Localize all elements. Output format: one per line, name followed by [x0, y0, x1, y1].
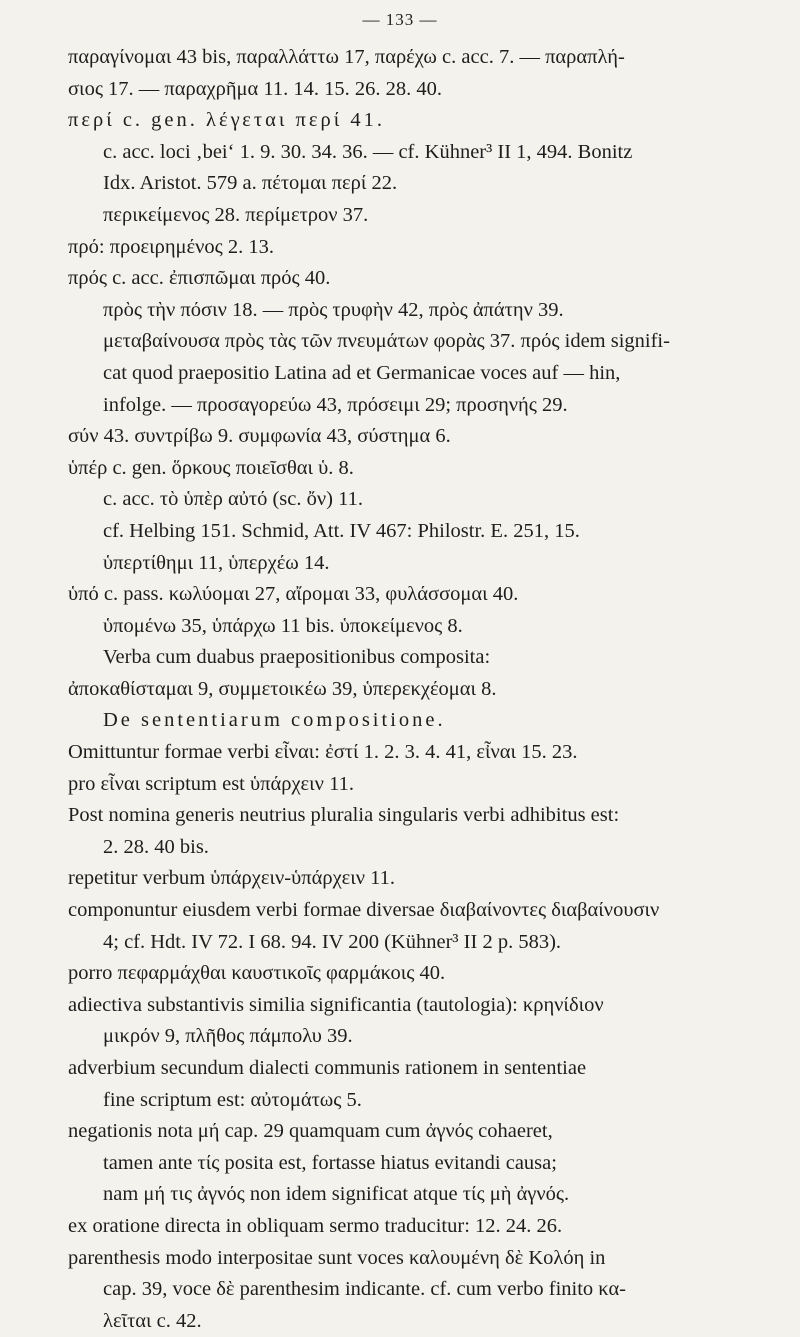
- text-line: ὑπέρ c. gen. ὅρκους ποιεῖσθαι ὑ. 8.: [68, 456, 354, 479]
- text-line: Verba cum duabus praepositionibus composita:: [103, 646, 491, 669]
- text-line: σύν 43. συντρίβω 9. συμφωνία 43, σύστημα 6.: [68, 425, 451, 448]
- text-line: infolge. — προσαγορεύω 43, πρόσειμι 29; προσηνής 29.: [103, 393, 568, 416]
- text-line: πρός c. acc. ἐπισπῶμαι πρός 40.: [68, 267, 331, 290]
- text-line: ex oratione directa in obliquam sermo traducitur: 12. 24. 26.: [68, 1214, 563, 1237]
- text-line: De sententiarum compositione.: [103, 709, 446, 732]
- page-number: — 133 —: [362, 10, 438, 29]
- text-line: μικρόν 9, πλῆθος πάμπολυ 39.: [103, 1025, 353, 1048]
- text-line: ὑπό c. pass. κωλύομαι 27, αἴρομαι 33, φυλάσσομαι 40.: [68, 583, 519, 606]
- text-line: adverbium secundum dialecti communis rationem in sententiae: [68, 1057, 587, 1079]
- text-line: παραγίνομαι 43 bis, παραλλάττω 17, παρέχω c. acc. 7. — παραπλή-: [68, 46, 625, 68]
- text-line: 2. 28. 40 bis.: [103, 835, 209, 858]
- text-line: ὑπομένω 35, ὑπάρχω 11 bis. ὑποκείμενος 8.: [103, 614, 463, 637]
- text-line: σιος 17. — παραχρῆμα 11. 14. 15. 26. 28. 40.: [68, 77, 443, 100]
- text-line: ὑπερτίθημι 11, ὑπερχέω 14.: [103, 551, 330, 574]
- index-text: [68, 42, 766, 1337]
- text-line: adiectiva substantivis similia significantia (tautologia): κρηνίδιον: [68, 993, 604, 1016]
- text-line: μεταβαίνουσα πρὸς τὰς τῶν πνευμάτων φορὰς 37. πρός idem signifi-: [103, 330, 670, 353]
- text-line: περί c. gen. λέγεται περί 41.: [68, 109, 385, 132]
- text-line: negationis nota μή cap. 29 quamquam cum ἀγνός cohaeret,: [68, 1120, 553, 1143]
- text-line: ἀποκαθίσταμαι 9, συμμετοικέω 39, ὑπερεκχέομαι 8.: [68, 677, 497, 700]
- text-line: pro εἶναι scriptum est ὑπάρχειν 11.: [68, 772, 354, 795]
- text-line: περικείμενος 28. περίμετρον 37.: [103, 203, 369, 226]
- text-line: tamen ante τίς posita est, fortasse hiatus evitandi causa;: [103, 1151, 557, 1174]
- text-line: Post nomina generis neutrius pluralia singularis verbi adhibitus est:: [68, 804, 620, 827]
- text-line: porro πεφαρμάχθαι καυστικοῖς φαρμάκοις 40.: [68, 962, 446, 985]
- text-line: repetitur verbum ὑπάρχειν-ὑπάρχειν 11.: [68, 867, 396, 890]
- text-line: c. acc. loci ‚bei‘ 1. 9. 30. 34. 36. — cf. Kühner³ II 1, 494. Bonitz: [103, 140, 633, 163]
- text-line: cap. 39, voce δὲ parenthesim indicante. cf. cum verbo finito κα-: [103, 1278, 627, 1301]
- text-line: fine scriptum est: αὐτομάτως 5.: [103, 1088, 362, 1111]
- text-line: πρὸς τὴν πόσιν 18. — πρὸς τρυφὴν 42, πρὸς ἀπάτην 39.: [103, 298, 564, 321]
- text-line: componuntur eiusdem verbi formae diversae διαβαίνοντες διαβαίνουσιν: [68, 899, 660, 922]
- text-line: parenthesis modo interpositae sunt voces καλουμένη δὲ Κολόη in: [68, 1246, 606, 1269]
- text-line: c. acc. τὸ ὑπὲρ αὐτό (sc. ὄν) 11.: [103, 488, 363, 511]
- text-line: πρό: προειρημένος 2. 13.: [68, 235, 275, 258]
- text-line: 4; cf. Hdt. IV 72. I 68. 94. IV 200 (Kühner³ II 2 p. 583).: [103, 930, 562, 953]
- text-line: Omittuntur formae verbi εἶναι: ἐστί 1. 2. 3. 4. 41, εἶναι 15. 23.: [68, 741, 578, 764]
- text-line: λεῖται c. 42.: [103, 1309, 202, 1332]
- text-line: cf. Helbing 151. Schmid, Att. IV 467: Philostr. E. 251, 15.: [103, 519, 580, 542]
- text-line: nam μή τις ἀγνός non idem significat atque τίς μὴ ἀγνός.: [103, 1183, 570, 1206]
- text-line: cat quod praepositio Latina ad et Germanicae voces auf — hin,: [103, 361, 621, 384]
- text-line: Idx. Aristot. 579 a. πέτομαι περί 22.: [103, 172, 398, 195]
